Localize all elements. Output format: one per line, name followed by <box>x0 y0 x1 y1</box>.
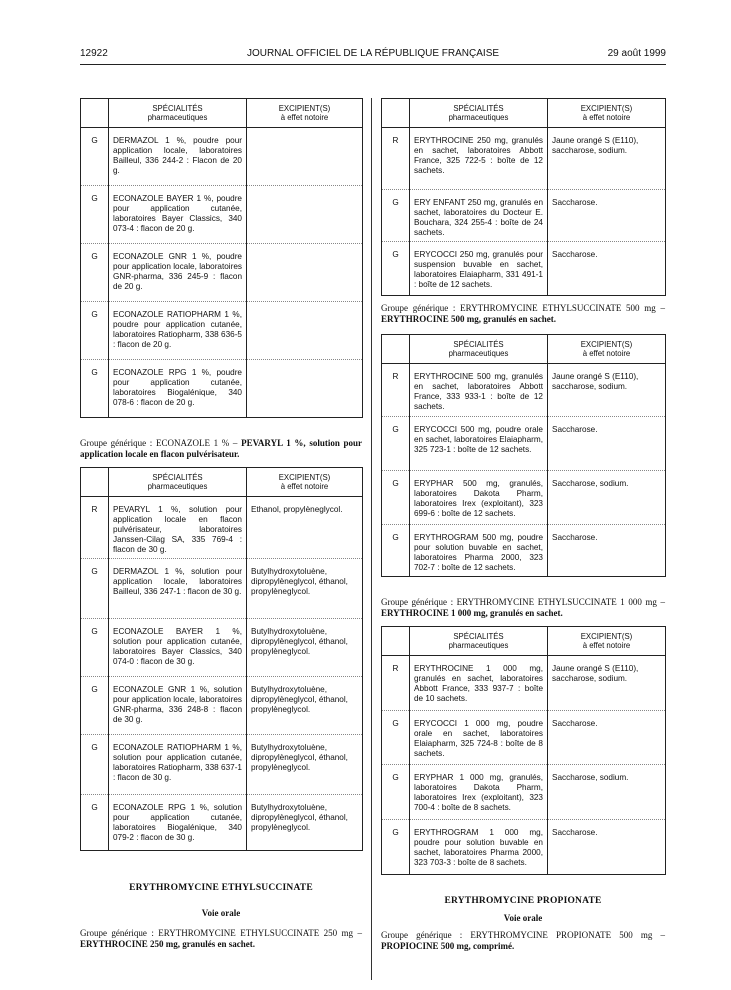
category-cell: R <box>81 497 109 559</box>
category-cell: R <box>382 656 410 711</box>
column-header-excipients: EXCIPIENT(S) à effet notoire <box>247 468 363 497</box>
specialite-cell: ERYPHAR 1 000 mg, granulés, laboratoires Dakota Pharm, laboratoires Irex (exploitant), 323 700-4 : boîte de 8 sachets. <box>410 765 548 820</box>
specialite-cell: ECONAZOLE BAYER 1 %, poudre pour application cutanée, laboratoires Bayer Classics, 340 073-4 : flacon de 20 g. <box>109 186 247 244</box>
column-header-category <box>382 335 410 364</box>
category-cell: G <box>382 525 410 577</box>
column-header-excipients: EXCIPIENT(S) à effet notoire <box>548 335 666 364</box>
excipient-cell <box>247 128 363 186</box>
category-cell: G <box>382 765 410 820</box>
table-row <box>382 128 666 190</box>
publication-date: 29 août 1999 <box>607 48 666 59</box>
table-row <box>382 820 666 875</box>
table-row <box>382 471 666 525</box>
specialite-cell: ECONAZOLE RATIOPHARM 1 %, poudre pour application cutanée, laboratoires Ratiopharm, 338 636-5 : flacon de 20 g. <box>109 302 247 360</box>
table-erythrocine-1000 <box>381 626 666 875</box>
excipient-cell: Butylhydroxytoluène, dipropylèneglycol, éthanol, propylèneglycol. <box>247 619 363 677</box>
column-header-category <box>382 627 410 656</box>
specialite-cell: ECONAZOLE GNR 1 %, solution pour application locale, laboratoires GNR-pharma, 336 248-8 : flacon de 30 g. <box>109 677 247 735</box>
column-header-excipients: EXCIPIENT(S) à effet notoire <box>247 99 363 128</box>
category-cell: G <box>81 186 109 244</box>
excipient-cell: Butylhydroxytoluène, dipropylèneglycol, éthanol, propylèneglycol. <box>247 677 363 735</box>
specialite-cell: ERYTHROCINE 500 mg, granulés en sachet, laboratoires Abbott France, 333 933-1 : boîte de 12 sachets. <box>410 364 548 417</box>
category-cell: G <box>382 242 410 296</box>
category-cell: G <box>81 795 109 851</box>
excipient-cell: Jaune orangé S (E110), saccharose, sodium. <box>548 656 666 711</box>
specialite-cell: ECONAZOLE RATIOPHARM 1 %, solution pour application cutanée, laboratoires Ratiopharm, 338 637-1 : flacon de 30 g. <box>109 735 247 795</box>
column-header-specialites: SPÉCIALITÉS pharmaceutiques <box>410 627 548 656</box>
specialite-cell: ERYCOCCI 500 mg, poudre orale en sachet, laboratoires Elaiapharm, 325 723-1 : boîte de 12 sachets. <box>410 417 548 471</box>
category-cell: G <box>81 735 109 795</box>
specialite-cell: ERY ENFANT 250 mg, granulés en sachet, laboratoires du Docteur E. Bouchara, 324 255-4 : boîte de 24 sachets. <box>410 190 548 242</box>
excipient-cell: Jaune orangé S (E110), saccharose, sodium. <box>548 364 666 417</box>
table-row <box>382 525 666 577</box>
category-cell: G <box>81 128 109 186</box>
category-cell: G <box>382 417 410 471</box>
excipient-cell: Saccharose. <box>548 417 666 471</box>
category-cell: G <box>382 471 410 525</box>
excipient-cell: Saccharose. <box>548 820 666 875</box>
page-number: 12922 <box>80 48 108 59</box>
table-econazole-solution <box>80 467 363 851</box>
excipient-cell: Saccharose. <box>548 242 666 296</box>
table-row <box>382 190 666 242</box>
table-row <box>382 242 666 296</box>
voie-orale-label: Voie orale <box>201 908 241 918</box>
table-row <box>81 559 363 619</box>
excipient-cell: Butylhydroxytoluène, dipropylèneglycol, éthanol, propylèneglycol. <box>247 735 363 795</box>
table-row <box>382 364 666 417</box>
column-header-excipients: EXCIPIENT(S) à effet notoire <box>548 627 666 656</box>
table-row <box>81 186 363 244</box>
journal-title: JOURNAL OFFICIEL DE LA RÉPUBLIQUE FRANÇAISE <box>246 48 500 59</box>
specialite-cell: PEVARYL 1 %, solution pour application locale en flacon pulvérisateur, laboratoires Janssen-Cilag SA, 335 769-4 : flacon de 30 g. <box>109 497 247 559</box>
specialite-cell: ERYCOCCI 1 000 mg, poudre orale en sachet, laboratoires Elaiapharm, 325 724-8 : boîte de 8 sachets. <box>410 711 548 765</box>
table-row <box>81 677 363 735</box>
category-cell: G <box>81 559 109 619</box>
excipient-cell <box>247 360 363 418</box>
page-header <box>80 48 666 62</box>
specialite-cell: ECONAZOLE RPG 1 %, poudre pour application cutanée, laboratoires Biogalénique, 340 078-6 : flacon de 20 g. <box>109 360 247 418</box>
table-erythrocine-250 <box>381 98 666 296</box>
category-cell: G <box>382 190 410 242</box>
column-header-specialites: SPÉCIALITÉS pharmaceutiques <box>410 99 548 128</box>
category-cell: G <box>81 360 109 418</box>
column-header-specialites: SPÉCIALITÉS pharmaceutiques <box>109 99 247 128</box>
table-row <box>382 417 666 471</box>
specialite-cell: ERYTHROGRAM 500 mg, poudre pour solution buvable en sachet, laboratoires Pharma 2000, 323 702-7 : boîte de 12 sachets. <box>410 525 548 577</box>
table-row <box>382 711 666 765</box>
category-cell: R <box>382 128 410 190</box>
column-header-excipients: EXCIPIENT(S) à effet notoire <box>548 99 666 128</box>
table-row <box>81 497 363 559</box>
column-separator <box>371 98 372 980</box>
excipient-cell <box>247 244 363 302</box>
group-generique-econazole: Groupe générique : ECONAZOLE 1 % – PEVARYL 1 %, solution pour application locale en flacon pulvérisateur. <box>80 438 363 459</box>
section-title-ethylsuccinate: ERYTHROMYCINE ETHYLSUCCINATE <box>129 883 313 893</box>
category-cell: G <box>382 820 410 875</box>
category-cell: G <box>81 677 109 735</box>
category-cell: G <box>81 244 109 302</box>
group-generique-ethylsuccinate-1000: Groupe générique : ERYTHROMYCINE ETHYLSUCCINATE 1 000 mg – ERYTHROCINE 1 000 mg, granulés en sachet. <box>381 597 665 618</box>
specialite-cell: ERYTHROCINE 1 000 mg, granulés en sachet, laboratoires Abbott France, 333 937-7 : boîte de 10 sachets. <box>410 656 548 711</box>
table-row <box>81 302 363 360</box>
column-header-category <box>81 99 109 128</box>
section-title-propionate: ERYTHROMYCINE PROPIONATE <box>444 896 602 906</box>
column-header-category <box>81 468 109 497</box>
category-cell: G <box>81 302 109 360</box>
excipient-cell <box>247 302 363 360</box>
specialite-cell: DERMAZOL 1 %, solution pour application locale, laboratoires Bailleul, 336 247-1 : flacon de 30 g. <box>109 559 247 619</box>
excipient-cell: Saccharose, sodium. <box>548 471 666 525</box>
table-row <box>81 360 363 418</box>
excipient-cell: Butylhydroxytoluène, dipropylèneglycol, éthanol, propylèneglycol. <box>247 559 363 619</box>
specialite-cell: ERYTHROGRAM 1 000 mg, poudre pour solution buvable en sachet, laboratoires Pharma 2000, 323 703-3 : boîte de 8 sachets. <box>410 820 548 875</box>
table-row <box>81 128 363 186</box>
specialite-cell: ERYCOCCI 250 mg, granulés pour suspension buvable en sachet, laboratoires Elaiapharm, 331 491-1 : boîte de 12 sachets. <box>410 242 548 296</box>
specialite-cell: ECONAZOLE BAYER 1 %, solution pour application cutanée, laboratoires Bayer Classics, 340 074-0 : flacon de 30 g. <box>109 619 247 677</box>
specialite-cell: ECONAZOLE RPG 1 %, solution pour application cutanée, laboratoires Biogalénique, 340 079-2 : flacon de 30 g. <box>109 795 247 851</box>
excipient-cell: Saccharose. <box>548 711 666 765</box>
excipient-cell: Saccharose. <box>548 190 666 242</box>
excipient-cell: Saccharose. <box>548 525 666 577</box>
column-header-category <box>382 99 410 128</box>
table-econazole-poudre <box>80 98 363 418</box>
table-row <box>382 656 666 711</box>
table-erythrocine-500 <box>381 334 666 577</box>
specialite-cell: ERYTHROCINE 250 mg, granulés en sachet, laboratoires Abbott France, 325 722-5 : boîte de 12 sachets. <box>410 128 548 190</box>
specialite-cell: ERYPHAR 500 mg, granulés, laboratoires Dakota Pharm, laboratoires Irex (exploitant), 323 699-6 : boîte de 12 sachets. <box>410 471 548 525</box>
category-cell: R <box>382 364 410 417</box>
table-row <box>81 619 363 677</box>
excipient-cell: Jaune orangé S (E110), saccharose, sodium. <box>548 128 666 190</box>
column-header-specialites: SPÉCIALITÉS pharmaceutiques <box>109 468 247 497</box>
header-rule <box>80 64 666 65</box>
table-row <box>81 735 363 795</box>
table-row <box>81 795 363 851</box>
excipient-cell: Butylhydroxytoluène, dipropylèneglycol, éthanol, propylèneglycol. <box>247 795 363 851</box>
group-generique-ethylsuccinate-250: Groupe générique : ERYTHROMYCINE ETHYLSUCCINATE 250 mg – ERYTHROCINE 250 mg, granulés en sachet. <box>80 928 362 949</box>
excipient-cell: Ethanol, propylèneglycol. <box>247 497 363 559</box>
table-row <box>382 765 666 820</box>
category-cell: G <box>382 711 410 765</box>
group-generique-ethylsuccinate-500: Groupe générique : ERYTHROMYCINE ETHYLSUCCINATE 500 mg – ERYTHROCINE 500 mg, granulés en sachet. <box>381 303 665 324</box>
specialite-cell: ECONAZOLE GNR 1 %, poudre pour application locale, laboratoires GNR-pharma, 336 245-9 : flacon de 20 g. <box>109 244 247 302</box>
table-row <box>81 244 363 302</box>
excipient-cell <box>247 186 363 244</box>
column-header-specialites: SPÉCIALITÉS pharmaceutiques <box>410 335 548 364</box>
voie-orale-label: Voie orale <box>503 913 543 923</box>
group-generique-propionate-500: Groupe générique : ERYTHROMYCINE PROPIONATE 500 mg – PROPIOCINE 500 mg, comprimé. <box>381 930 665 951</box>
specialite-cell: DERMAZOL 1 %, poudre pour application locale, laboratoires Bailleul, 336 244-2 : Flacon de 20 g. <box>109 128 247 186</box>
category-cell: G <box>81 619 109 677</box>
excipient-cell: Saccharose, sodium. <box>548 765 666 820</box>
